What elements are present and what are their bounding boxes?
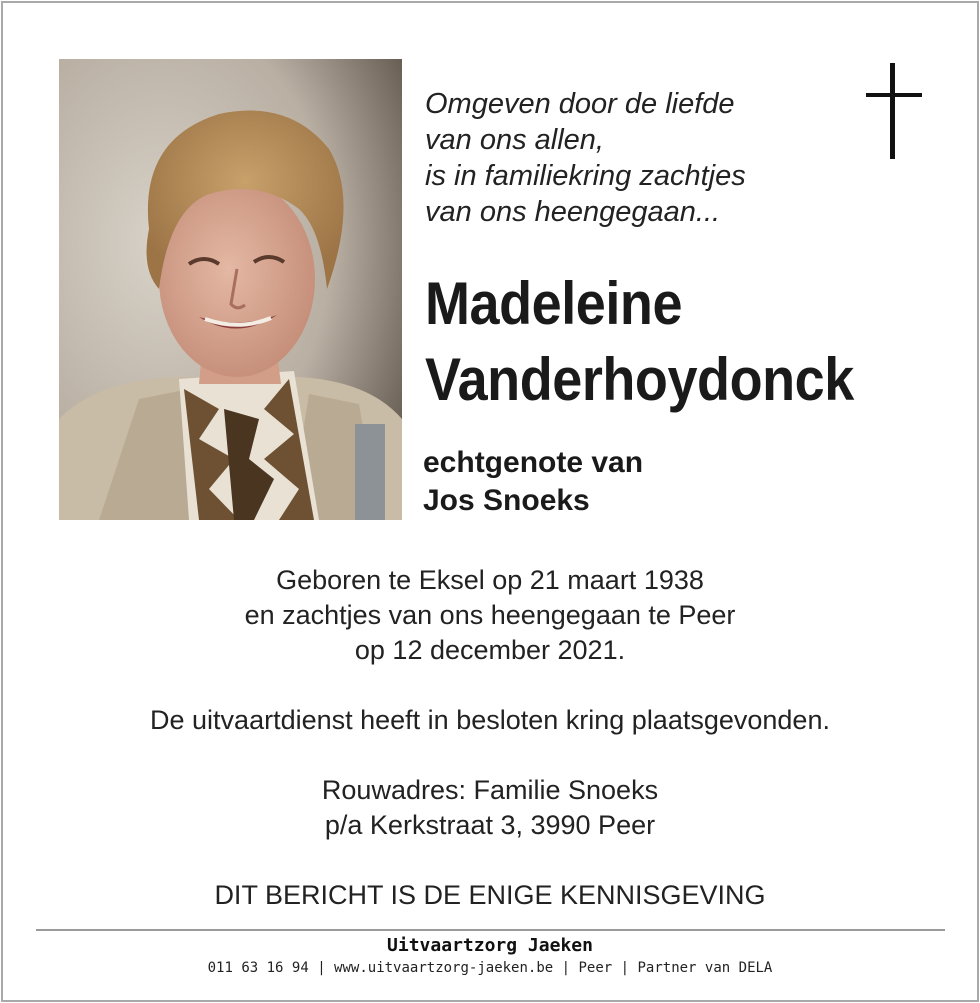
intro-line: Omgeven door de liefde: [425, 88, 735, 120]
address-line: p/a Kerkstraat 3, 3990 Peer: [324, 810, 656, 840]
notice-text: DIT BERICHT IS DE ENIGE KENNISGEVING: [214, 880, 766, 910]
first-name: Madeleine: [425, 270, 683, 337]
spouse-name: Jos Snoeks: [423, 484, 590, 517]
spouse-block: [423, 444, 643, 520]
intro-line: is in familiekring zachtjes: [425, 160, 746, 192]
funeral-home-name: Uitvaartzorg Jaeken: [387, 935, 593, 956]
funeral-home-info: 011 63 16 94 | www.uitvaartzorg-jaeken.be | Peer | Partner van DELA: [207, 960, 773, 976]
deceased-name: [425, 266, 854, 418]
spouse-relation: echtgenote van: [423, 446, 644, 479]
portrait-photo: [59, 59, 402, 520]
death-line: en zachtjes van ons heengegaan te Peer: [244, 600, 736, 630]
intro-text: [425, 86, 746, 230]
last-name: Vanderhoydonck: [425, 346, 854, 413]
birth-line: Geboren te Eksel op 21 maart 1938: [276, 565, 704, 595]
birth-death-block: [0, 563, 980, 668]
address-line: Rouwadres: Familie Snoeks: [321, 775, 659, 805]
portrait-illustration: [59, 59, 402, 520]
death-date-line: op 12 december 2021.: [354, 635, 626, 665]
mourning-address: [0, 773, 980, 843]
footer-divider: [36, 929, 945, 931]
service-text: De uitvaartdienst heeft in besloten kring plaatsgevonden.: [150, 705, 830, 735]
intro-line: van ons allen,: [425, 124, 604, 156]
cross-icon: [866, 63, 922, 159]
intro-line: van ons heengegaan...: [425, 196, 721, 228]
